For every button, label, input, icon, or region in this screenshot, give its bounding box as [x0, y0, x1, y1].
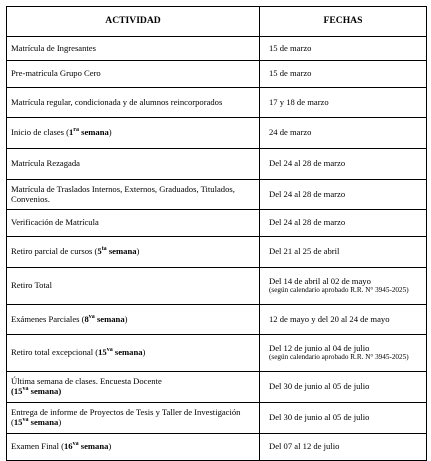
activity-cell [7, 268, 260, 305]
table-row [7, 335, 427, 372]
date-text: 12 de mayo y del 20 al 24 de mayo [269, 313, 390, 324]
week-word: semana [94, 313, 125, 324]
table-row [7, 237, 427, 268]
date-text: Del 12 de junio al 04 de julio [269, 343, 370, 354]
activity-text: Matrícula regular, condicionada y de alumnos reincorporados [11, 96, 223, 107]
date-cell [260, 237, 427, 268]
week-label [85, 314, 125, 324]
table-row [7, 118, 427, 149]
table-row [7, 372, 427, 403]
date-cell [260, 372, 427, 403]
activity-text: Exámenes Parciales ( [11, 313, 85, 324]
activity-cell [7, 61, 260, 88]
closing-paren: ) [58, 417, 62, 427]
ordinal-suffix: va [22, 417, 29, 424]
week-number: 1 [68, 127, 74, 138]
week-word: semana [112, 347, 143, 358]
dates-column-header: FECHAS [260, 7, 427, 37]
week-number: 15 [13, 386, 23, 396]
week-label [69, 127, 109, 137]
activity-cell [7, 149, 260, 180]
date-cell [260, 118, 427, 149]
week-word: semana [78, 441, 109, 452]
week-label [14, 417, 58, 427]
date-cell [260, 305, 427, 335]
date-text: Del 24 al 28 de marzo [269, 158, 346, 169]
week-word: semana [78, 127, 109, 138]
ordinal-suffix: va [72, 441, 79, 448]
week-label [97, 246, 136, 256]
activity-text: Inicio de clases ( [11, 127, 69, 138]
week-label [98, 347, 142, 357]
table-row [7, 305, 427, 335]
opening-paren: ( [11, 386, 14, 396]
closing-paren: ) [142, 347, 146, 358]
ordinal-suffix: va [22, 386, 29, 393]
table-row [7, 37, 427, 61]
activity-text: Verificación de Matrícula [11, 217, 99, 228]
date-text: Del 24 al 28 de marzo [269, 217, 346, 228]
table-row [7, 61, 427, 88]
activity-text: Matrícula Rezagada [11, 158, 80, 169]
table-header-row [7, 7, 427, 37]
activity-text: Retiro total excepcional ( [11, 347, 99, 358]
week-number: 15 [13, 417, 23, 427]
date-text: Del 21 al 25 de abril [269, 246, 340, 257]
closing-paren: ) [136, 246, 140, 257]
activity-text: Examen Final ( [11, 441, 64, 452]
activity-cell [7, 210, 260, 237]
activity-cell [7, 37, 260, 61]
date-cell [260, 88, 427, 118]
activity-text: Entrega de informe de Proyectos de Tesis y Taller de Investigación ( [11, 407, 241, 427]
week-label [64, 441, 108, 451]
closing-paren: ) [58, 386, 62, 396]
activity-text: Pre-matrícula Grupo Cero [11, 68, 101, 79]
week-label [11, 386, 61, 396]
date-text: Del 30 de junio al 05 de julio [269, 412, 370, 423]
table-row [7, 149, 427, 180]
date-text: 24 de marzo [269, 127, 312, 138]
date-text: 17 y 18 de marzo [269, 96, 329, 107]
table-row [7, 268, 427, 305]
ordinal-suffix: va [106, 347, 113, 354]
date-cell [260, 335, 427, 372]
date-text: Del 14 de abril al 02 de mayo [269, 276, 371, 287]
activity-cell [7, 403, 260, 434]
table-row [7, 180, 427, 210]
date-cell [260, 37, 427, 61]
date-text: Del 30 de junio al 05 de julio [269, 381, 370, 392]
activity-cell [7, 88, 260, 118]
table-row [7, 210, 427, 237]
closing-paren: ) [108, 441, 112, 452]
week-number: 5 [97, 246, 102, 257]
activity-column-header: ACTIVIDAD [7, 7, 260, 37]
activity-text: Matrícula de Ingresantes [11, 42, 96, 53]
activity-text: Retiro parcial de cursos ( [11, 246, 98, 257]
date-cell [260, 61, 427, 88]
activity-cell [7, 335, 260, 372]
ordinal-suffix: ta [101, 246, 107, 253]
date-cell [260, 149, 427, 180]
closing-paren: ) [124, 313, 128, 324]
week-number: 16 [63, 441, 73, 452]
activity-cell [7, 237, 260, 268]
activity-text: Matrícula de Traslados Internos, Externos, Graduados, Titulados, Convenios. [11, 183, 235, 204]
date-text: Del 24 al 28 de marzo [269, 188, 346, 199]
date-text: Del 07 al 12 de julio [269, 441, 340, 452]
activity-text: Retiro Total [11, 280, 53, 291]
ordinal-suffix: ra [73, 127, 79, 134]
table-row [7, 434, 427, 461]
table-row [7, 403, 427, 434]
week-number: 15 [98, 347, 107, 358]
academic-calendar-table [6, 6, 427, 461]
ordinal-suffix: va [88, 313, 95, 320]
week-number: 8 [84, 313, 89, 324]
closing-paren: ) [108, 127, 112, 138]
week-word: semana [28, 386, 59, 396]
activity-cell [7, 305, 260, 335]
activity-text: Última semana de clases. Encuesta Docente [11, 376, 162, 387]
date-note: (según calendario aprobado R.R. N° 3945-2025) [269, 353, 409, 362]
activity-cell [7, 372, 260, 403]
week-word: semana [28, 417, 59, 427]
activity-cell [7, 180, 260, 210]
activity-cell [7, 118, 260, 149]
date-text: 15 de marzo [269, 42, 312, 53]
date-cell [260, 403, 427, 434]
date-cell [260, 268, 427, 305]
date-cell [260, 434, 427, 461]
activity-cell [7, 434, 260, 461]
date-note: (según calendario aprobado R.R. N° 3945-2025) [269, 286, 409, 295]
date-cell [260, 180, 427, 210]
table-row [7, 88, 427, 118]
date-cell [260, 210, 427, 237]
week-word: semana [106, 246, 137, 257]
date-text: 15 de marzo [269, 68, 312, 79]
